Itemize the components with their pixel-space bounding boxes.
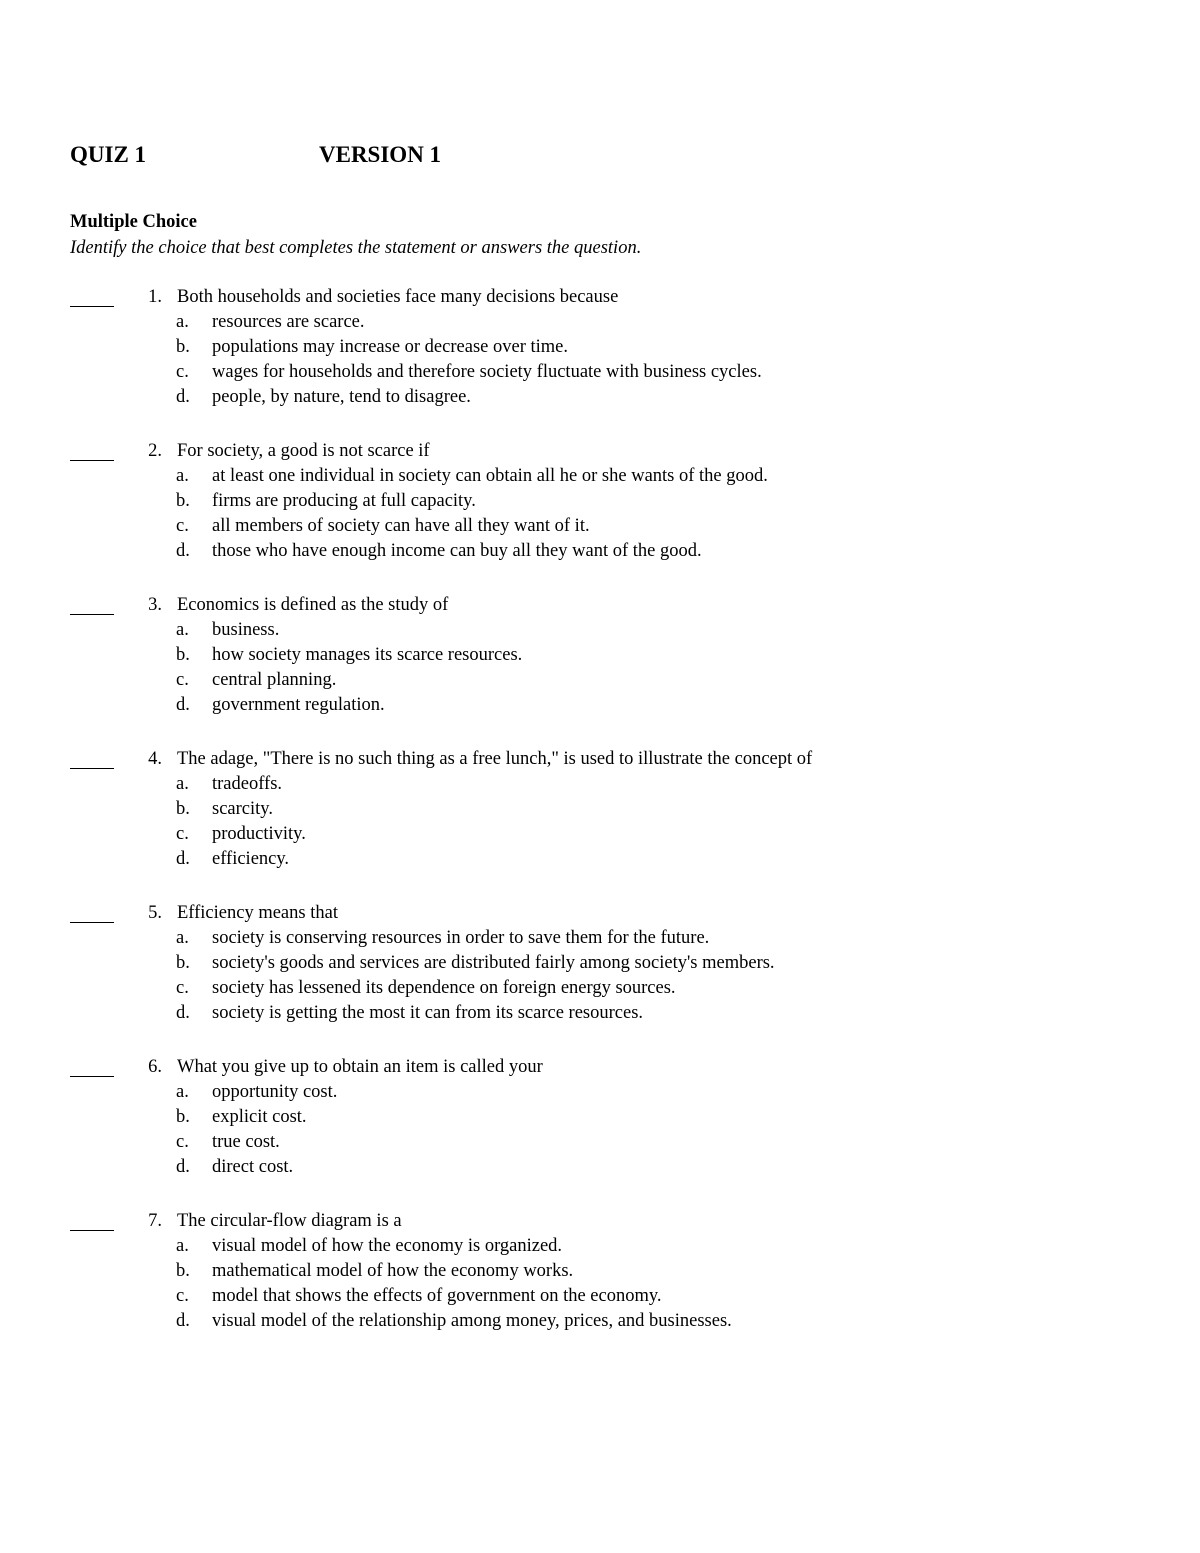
choice-text: true cost. xyxy=(212,1132,280,1152)
question-row xyxy=(0,1057,1200,1082)
choice-text: society's goods and services are distributed fairly among society's members. xyxy=(212,953,775,973)
choice-a xyxy=(0,1082,1200,1107)
answer-blank[interactable] xyxy=(70,922,114,923)
answer-blank[interactable] xyxy=(70,768,114,769)
answer-blank[interactable] xyxy=(70,1230,114,1231)
question-text: Economics is defined as the study of xyxy=(177,595,449,615)
choice-letter: b. xyxy=(176,645,190,665)
choice-text: productivity. xyxy=(212,824,306,844)
choice-letter: c. xyxy=(176,1132,189,1152)
choice-text: efficiency. xyxy=(212,849,290,869)
choice-text: resources are scarce. xyxy=(212,312,365,332)
answer-blank[interactable] xyxy=(70,306,114,307)
choice-text: government regulation. xyxy=(212,695,385,715)
choice-letter: b. xyxy=(176,1261,190,1281)
question-2 xyxy=(0,441,1200,566)
question-number: 4. xyxy=(148,749,162,769)
choice-a xyxy=(0,774,1200,799)
choice-text: all members of society can have all they want of it. xyxy=(212,516,590,536)
choice-letter: c. xyxy=(176,1286,189,1306)
answer-blank[interactable] xyxy=(70,614,114,615)
choice-letter: c. xyxy=(176,824,189,844)
choice-text: visual model of how the economy is organized. xyxy=(212,1236,563,1256)
choice-letter: a. xyxy=(176,774,189,794)
choice-letter: b. xyxy=(176,953,190,973)
question-text: For society, a good is not scarce if xyxy=(177,441,430,461)
section-title: Multiple Choice xyxy=(70,212,197,232)
question-list xyxy=(0,287,1200,1365)
question-number: 7. xyxy=(148,1211,162,1231)
choice-d xyxy=(0,695,1200,720)
question-row xyxy=(0,1211,1200,1236)
choice-letter: b. xyxy=(176,799,190,819)
choice-text: tradeoffs. xyxy=(212,774,283,794)
choice-text: at least one individual in society can obtain all he or she wants of the good. xyxy=(212,466,768,486)
choice-text: central planning. xyxy=(212,670,337,690)
choice-letter: a. xyxy=(176,312,189,332)
question-number: 6. xyxy=(148,1057,162,1077)
choice-text: wages for households and therefore society fluctuate with business cycles. xyxy=(212,362,762,382)
quiz-title: QUIZ 1 xyxy=(70,142,147,167)
choice-letter: d. xyxy=(176,695,190,715)
choice-a xyxy=(0,466,1200,491)
choice-letter: c. xyxy=(176,362,189,382)
choice-d xyxy=(0,1157,1200,1182)
choice-text: scarcity. xyxy=(212,799,273,819)
choice-text: direct cost. xyxy=(212,1157,294,1177)
choice-text: model that shows the effects of government on the economy. xyxy=(212,1286,662,1306)
choice-text: visual model of the relationship among money, prices, and businesses. xyxy=(212,1311,732,1331)
question-text: The adage, "There is no such thing as a free lunch," is used to illustrate the concept of xyxy=(177,749,813,769)
question-number: 1. xyxy=(148,287,162,307)
question-text: What you give up to obtain an item is called your xyxy=(177,1057,543,1077)
choice-c xyxy=(0,1132,1200,1157)
question-row xyxy=(0,287,1200,312)
choice-letter: d. xyxy=(176,1311,190,1331)
question-number: 5. xyxy=(148,903,162,923)
choice-text: society is getting the most it can from its scarce resources. xyxy=(212,1003,644,1023)
section-instructions: Identify the choice that best completes the statement or answers the question. xyxy=(70,238,642,258)
choice-c xyxy=(0,1286,1200,1311)
choice-letter: a. xyxy=(176,466,189,486)
choice-letter: a. xyxy=(176,1236,189,1256)
question-text: Both households and societies face many decisions because xyxy=(177,287,619,307)
choice-letter: d. xyxy=(176,1157,190,1177)
choice-b xyxy=(0,1107,1200,1132)
choice-letter: d. xyxy=(176,387,190,407)
question-6 xyxy=(0,1057,1200,1182)
choice-text: populations may increase or decrease over time. xyxy=(212,337,568,357)
choice-c xyxy=(0,824,1200,849)
choice-a xyxy=(0,620,1200,645)
quiz-version: VERSION 1 xyxy=(319,142,442,167)
choice-c xyxy=(0,978,1200,1003)
choice-letter: c. xyxy=(176,978,189,998)
choice-b xyxy=(0,645,1200,670)
choice-letter: d. xyxy=(176,849,190,869)
choice-letter: b. xyxy=(176,337,190,357)
quiz-header xyxy=(70,142,442,168)
choice-text: firms are producing at full capacity. xyxy=(212,491,476,511)
choice-text: society is conserving resources in order to save them for the future. xyxy=(212,928,710,948)
choice-d xyxy=(0,1311,1200,1336)
choice-text: mathematical model of how the economy works. xyxy=(212,1261,574,1281)
choice-letter: b. xyxy=(176,1107,190,1127)
choice-c xyxy=(0,516,1200,541)
choice-c xyxy=(0,362,1200,387)
question-row xyxy=(0,595,1200,620)
question-5 xyxy=(0,903,1200,1028)
choice-a xyxy=(0,1236,1200,1261)
choice-text: opportunity cost. xyxy=(212,1082,338,1102)
choice-text: how society manages its scarce resources. xyxy=(212,645,523,665)
choice-a xyxy=(0,928,1200,953)
choice-text: those who have enough income can buy all they want of the good. xyxy=(212,541,702,561)
choice-b xyxy=(0,799,1200,824)
question-4 xyxy=(0,749,1200,874)
choice-text: people, by nature, tend to disagree. xyxy=(212,387,471,407)
choice-letter: a. xyxy=(176,928,189,948)
choice-text: society has lessened its dependence on foreign energy sources. xyxy=(212,978,676,998)
choice-a xyxy=(0,312,1200,337)
choice-letter: a. xyxy=(176,1082,189,1102)
question-number: 3. xyxy=(148,595,162,615)
choice-letter: c. xyxy=(176,670,189,690)
choice-letter: c. xyxy=(176,516,189,536)
choice-b xyxy=(0,491,1200,516)
question-text: Efficiency means that xyxy=(177,903,338,923)
question-3 xyxy=(0,595,1200,720)
question-7 xyxy=(0,1211,1200,1336)
choice-d xyxy=(0,387,1200,412)
question-number: 2. xyxy=(148,441,162,461)
choice-letter: d. xyxy=(176,1003,190,1023)
choice-text: business. xyxy=(212,620,280,640)
choice-d xyxy=(0,1003,1200,1028)
question-text: The circular-flow diagram is a xyxy=(177,1211,402,1231)
question-row xyxy=(0,441,1200,466)
question-1 xyxy=(0,287,1200,412)
choice-letter: a. xyxy=(176,620,189,640)
choice-d xyxy=(0,849,1200,874)
choice-c xyxy=(0,670,1200,695)
choice-text: explicit cost. xyxy=(212,1107,307,1127)
choice-letter: b. xyxy=(176,491,190,511)
choice-b xyxy=(0,337,1200,362)
question-row xyxy=(0,903,1200,928)
answer-blank[interactable] xyxy=(70,1076,114,1077)
choice-letter: d. xyxy=(176,541,190,561)
choice-d xyxy=(0,541,1200,566)
answer-blank[interactable] xyxy=(70,460,114,461)
choice-b xyxy=(0,1261,1200,1286)
question-row xyxy=(0,749,1200,774)
choice-b xyxy=(0,953,1200,978)
